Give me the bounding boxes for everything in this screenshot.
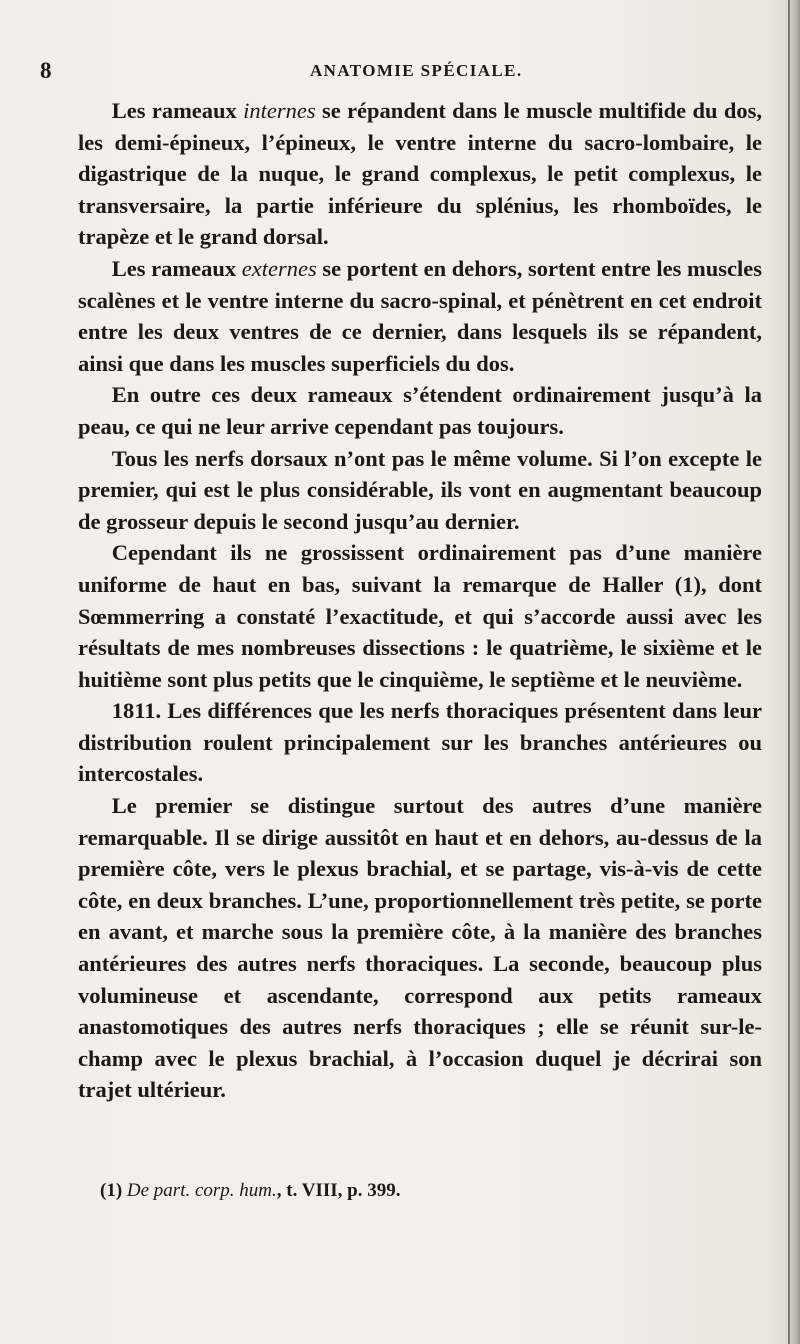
paragraph-2: Les rameaux externes se portent en dehors, sortent entre les muscles scalènes et le ventre interne du sacro-spinal, et pénètrent en cet endroit entre les deux ventres de ce dernier, dans lesquels ils se répandent, ainsi que dans les muscles superficiels du dos. xyxy=(78,255,762,376)
paragraph-4: Tous les nerfs dorsaux n’ont pas le même volume. Si l’on excepte le premier, qui est le plus considérable, ils vont en augmentant beaucoup de grosseur depuis le second jusqu’au dernier. xyxy=(78,445,762,534)
paragraph-1: Les rameaux internes se répandent dans le muscle multifide du dos, les demi-épineux, l’épineux, le ventre interne du sacro-lombaire, le digastrique de la nuque, le grand complexus, le petit complexus, le transversaire, la partie inférieure du splénius, les rhomboïdes, le trapèze et le grand dorsal. xyxy=(78,98,762,250)
paragraph-7: Le premier se distingue surtout des autres d’une manière remarquable. Il se dirige aussitôt en haut et en dehors, au-dessus de la première côte, vers le plexus brachial, et se partage, vis-à-vis de cette côte, en deux branches. L’une, proportionnellement très petite, se porte en avant, et marche sous la première côte, à la manière des branches antérieures des autres nerfs thoraciques. La seconde, beaucoup plus volumineuse et ascendante, correspond aux petits rameaux anastomotiques des autres nerfs thoraciques ; elle se réunit sur-le-champ avec le plexus brachial, à l’occasion duquel je décrirai son trajet ultérieur. xyxy=(78,793,762,1103)
footnote-marker: (1) xyxy=(100,1180,123,1201)
paragraph-3: En outre ces deux rameaux s’étendent ordinairement jusqu’à la peau, ce qui ne leur arrive cependant pas toujours. xyxy=(78,382,762,439)
paragraph-6: 1811. Les différences que les nerfs thoraciques présentent dans leur distribution roulent principalement sur les branches antérieures ou intercostales. xyxy=(78,698,762,787)
page-number: 8 xyxy=(40,58,52,83)
italic-term-externes: externes xyxy=(241,255,317,281)
italic-term-internes: internes xyxy=(243,98,316,123)
body-text xyxy=(78,95,762,1106)
footnote-citation-title: De part. corp. hum. xyxy=(126,1180,277,1201)
running-head: ANATOMIE SPÉCIALE. xyxy=(310,61,523,80)
footnote xyxy=(100,1178,740,1204)
footnote-citation-rest: , t. VIII, p. 399. xyxy=(276,1180,401,1201)
paragraph-5: Cependant ils ne grossissent ordinairement pas d’une manière uniforme de haut en bas, suivant la remarque de Haller (1), dont Sœmmerring a constaté l’exactitude, et qui s’accorde aussi avec les résultats de mes nombreuses dissections : le quatrième, le sixième et le huitième sont plus petits que le cinquième, le septième et le neuvième. xyxy=(78,540,762,692)
page-header xyxy=(40,56,760,86)
page-edge-line xyxy=(788,0,790,1344)
